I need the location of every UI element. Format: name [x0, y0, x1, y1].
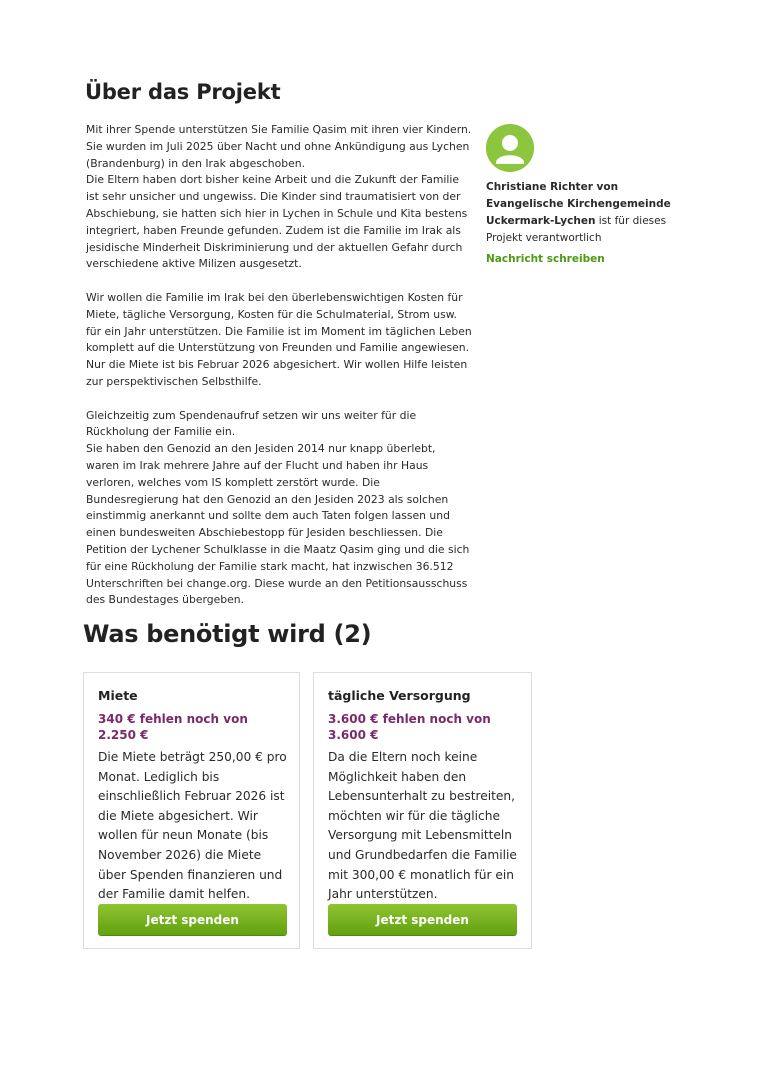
- need-missing-amount: 3.600 € fehlen noch von 3.600 €: [328, 712, 491, 742]
- need-missing-amount: 340 € fehlen noch von 2.250 €: [98, 712, 248, 742]
- owner-info: [486, 179, 681, 247]
- about-description: [86, 122, 472, 626]
- owner-name[interactable]: Christiane Richter von Evangelische Kirchengemeinde Uckermark-Lychen: [486, 181, 671, 227]
- about-paragraph: Wir wollen die Familie im Irak bei den überlebenswichtigen Kosten für Miete, tägliche Versorgung, Kosten für die Schulmaterial, Strom usw. für ein Jahr unterstützen. Die Familie ist im Moment im täglichen Leben komplett auf die Unterstützung von Freunden und Familie angewiesen. Nur die Miete ist bis Februar 2026 abgesichert. Wir wollen Hilfe leisten zur perspektivischen Selbsthilfe.: [86, 290, 472, 388]
- about-paragraph: Mit ihrer Spende unterstützen Sie Familie Qasim mit ihren vier Kindern. Sie wurden im Juli 2025 über Nacht und ohne Ankündigung aus Lychen (Brandenburg) in den Irak abgeschoben. Die Eltern haben dort bisher keine Arbeit und die Zukunft der Familie ist sehr unsicher und ungewiss. Die Kinder sind traumatisiert von der Abschiebung, sie hatten sich hier in Lychen in Schule und Kita bestens integriert, haben Freunde gefunden. Zudem ist die Familie im Irak als jesidische Minderheit Diskriminierung und der aktuellen Gefahr durch verschiedene aktive Milizen ausgesetzt.: [86, 123, 472, 271]
- write-message-link[interactable]: Nachricht schreiben: [486, 253, 605, 265]
- project-owner: [486, 124, 681, 266]
- need-description: Da die Eltern noch keine Möglichkeit haben den Lebensunterhalt zu bestreiten, möchten wir für die tägliche Versorgung mit Lebensmitteln und Grundbedarfen die Familie mit 300,00 € monatlich für ein Jahr unterstützen.: [328, 750, 517, 902]
- owner-responsible-text: ist für dieses Projekt verantwortlich: [486, 215, 667, 244]
- about-paragraph: Gleichzeitig zum Spendenaufruf setzen wir uns weiter für die Rückholung der Familie ein. Sie haben den Genozid an den Jesiden 2014 nur knapp überlebt, waren im Irak mehrere Jahre auf der Flucht und haben ihr Haus verloren, welches vom IS komplett zerstört wurde. Die Bundesregierung hat den Genozid an den Jesiden 2023 als solchen einstimmig anerkannt und sollte dem auch Taten folgen lassen und einen bundesweiten Abschiebestopp für Jesiden beschliessen. Die Petition der Lychener Schulklasse in die Maatz Qasim ging und die sich für eine Rückholung der Familie stark macht, hat inzwischen 36.512 Unterschriften bei change.org. Diese wurde an den Petitionsausschuss des Bundestages übergeben.: [86, 408, 470, 607]
- donate-button[interactable]: Jetzt spenden: [98, 904, 287, 935]
- need-description: Die Miete beträgt 250,00 € pro Monat. Lediglich bis einschließlich Februar 2026 ist die Miete abgesichert. Wir wollen für neun Monate (bis November 2026) die Miete über Spenden finanzieren und der Familie damit helfen.: [98, 750, 287, 902]
- need-card-rent: [83, 672, 300, 949]
- user-avatar-icon: [486, 124, 534, 172]
- donate-button[interactable]: Jetzt spenden: [328, 904, 517, 935]
- needs-title: Was benötigt wird (2): [83, 620, 372, 648]
- need-title: tägliche Versorgung: [328, 688, 471, 703]
- need-card-daily-supply: [313, 672, 532, 949]
- about-title: Über das Projekt: [85, 80, 281, 104]
- need-title: Miete: [98, 688, 138, 703]
